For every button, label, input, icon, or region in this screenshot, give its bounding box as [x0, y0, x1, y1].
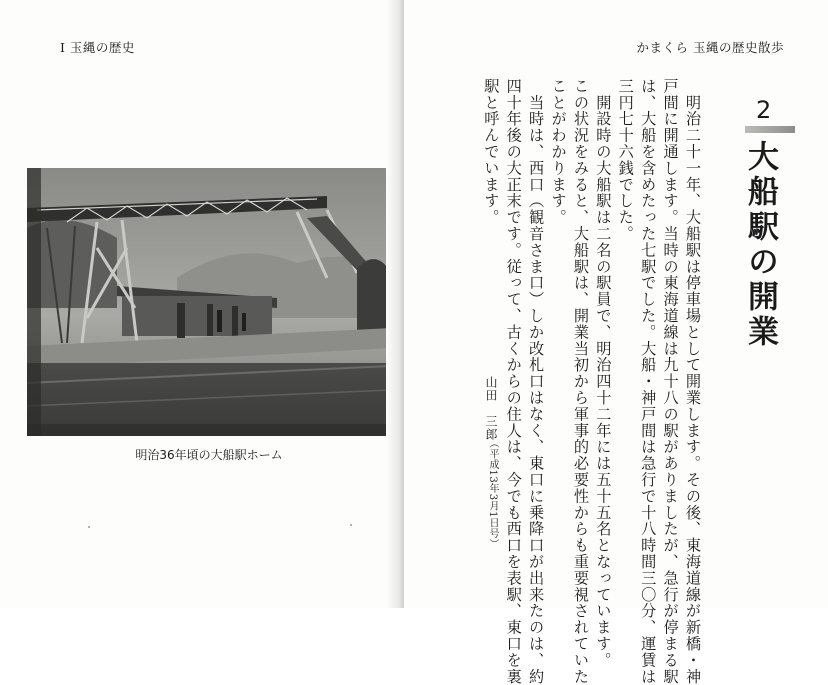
body-column: この状況をみると、大船駅は、開業当初から軍事的必要性からも重要視されていた — [571, 78, 590, 685]
body-column: 当時は、西口（観音さま口）しか改札口はなく、東口に乗降口が出来たのは、約 — [527, 78, 546, 685]
author-name: 山田 三郎 — [484, 376, 498, 441]
article-body — [482, 78, 704, 685]
chapter-title: 大船駅の開業 — [742, 140, 778, 350]
body-column: 戸間に開通します。当時の東海道線は九十八の駅がありましたが、急行が停まる駅 — [661, 78, 680, 685]
running-header-right: かまくら 玉縄の歴史散歩 — [636, 40, 784, 55]
running-header-left: Ⅰ 玉縄の歴史 — [60, 40, 135, 55]
scan-speck — [350, 524, 352, 526]
chapter-rule — [745, 126, 795, 133]
body-column: 開設時の大船駅は二名の駅員で、明治四十二年には五十五名となっています。 — [594, 78, 613, 669]
body-column: 三円七十六銭でした。 — [616, 78, 635, 242]
scan-speck — [88, 526, 90, 528]
photo-caption: 明治36年頃の大船駅ホーム — [135, 448, 283, 462]
body-column: は、大船を含めたった七駅でした。大船・神戸間は急行で十八時間三〇分、運賃は — [639, 78, 658, 685]
body-column: ことがわかります。 — [549, 78, 568, 226]
left-page — [0, 0, 406, 608]
chapter-number: 2 — [756, 96, 773, 124]
body-column: 明治二十一年、大船駅は停車場として開業します。その後、東海道線が新橋・神 — [684, 78, 702, 685]
body-column: 駅と呼んでいます。 — [482, 78, 501, 226]
issue-date: （平成13年3月1日号） — [487, 438, 498, 550]
station-platform-photo — [27, 168, 391, 436]
body-column: 四十年後の大正末です。従って、古くからの住人は、今でも西口を表駅、東口を裏 — [504, 78, 523, 685]
